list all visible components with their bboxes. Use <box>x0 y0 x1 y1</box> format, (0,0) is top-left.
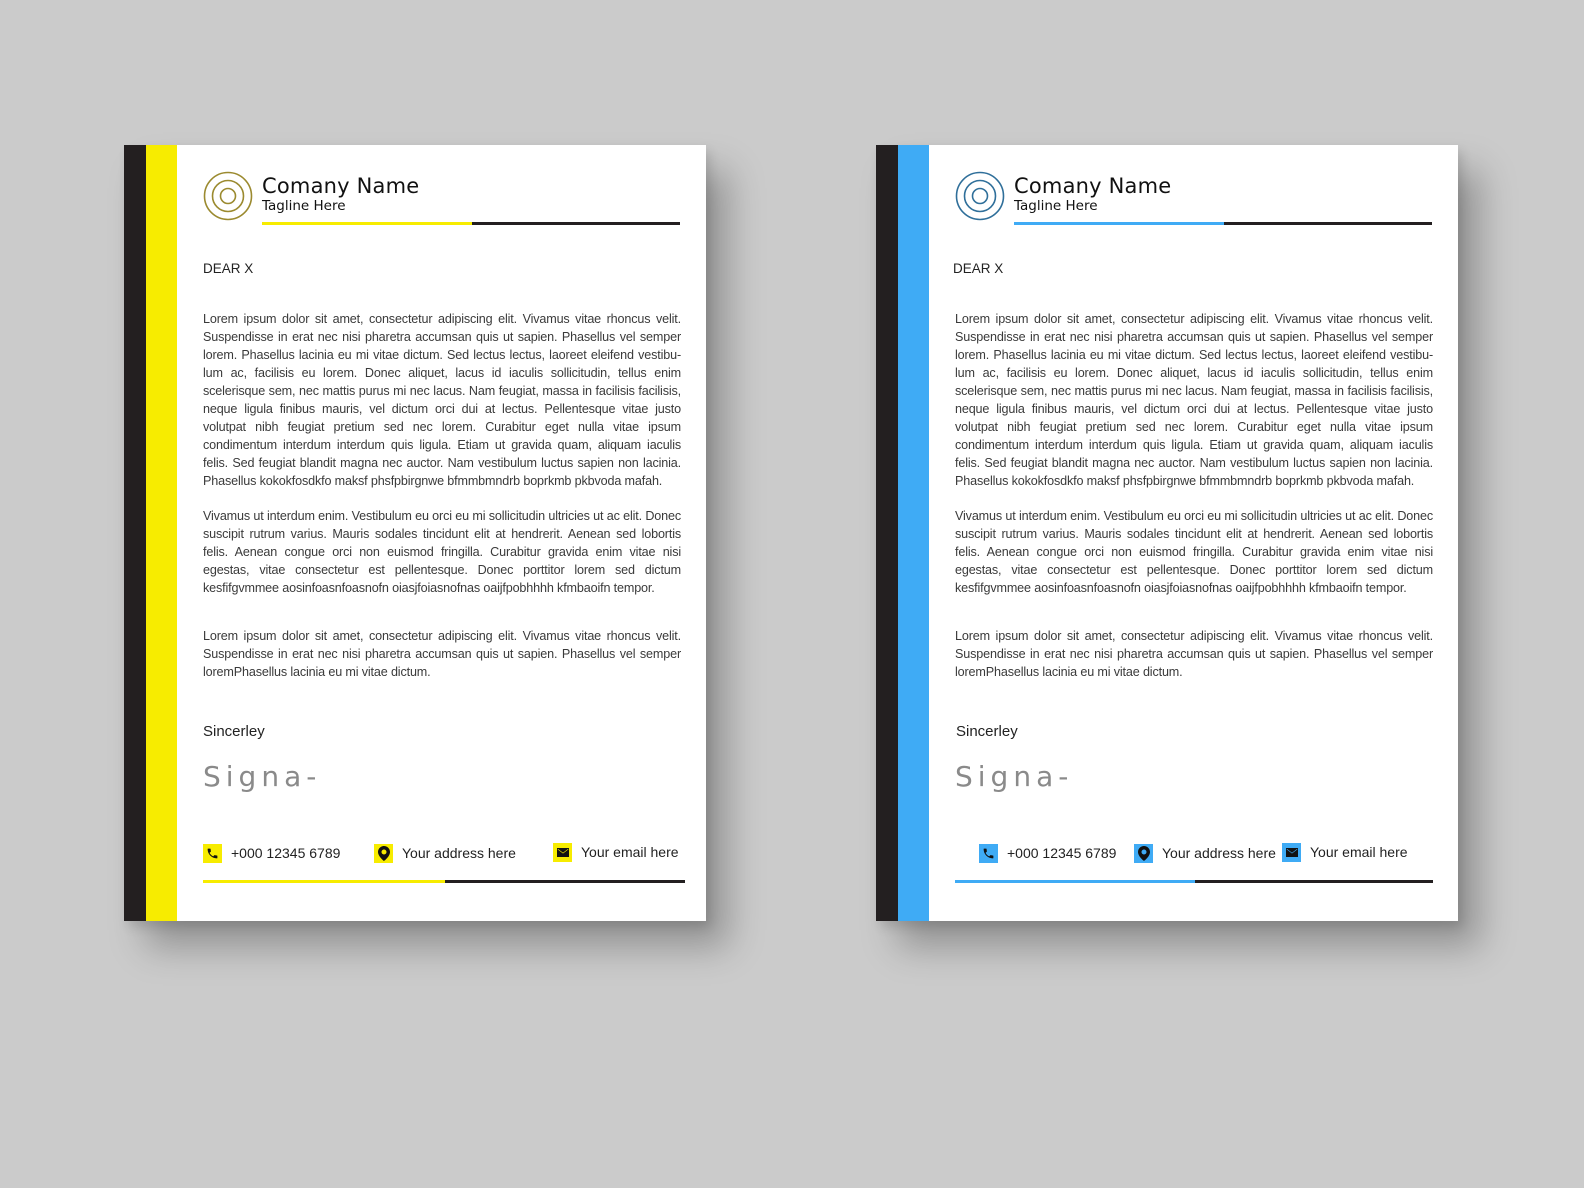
signature: Signa- <box>203 760 322 793</box>
envelope-icon <box>1282 843 1301 862</box>
body-paragraph: Vivamus ut interdum enim. Vestibulum eu orci eu mi sollicitudin ultricies ut ac elit. Donec suscipit rutrum varius. Mauris sodales tincidunt elit at hendrerit. Aenean sed lobortis felis. Aenean congue orci non euismod fringilla. Curabitur gravida enim vitae nisi egestas, vitae consectetur est pellentesque. Donec porttitor lorem sed dictum kesfifgvmmee aosinfoasnfoasnofn oiasjfoiasnofnas oaijfpobhhhh kfmbaoifn tempor. <box>955 509 1433 595</box>
location-pin-icon <box>374 844 393 863</box>
body-paragraph: Vivamus ut interdum enim. Vestibulum eu orci eu mi sollicitudin ultricies ut ac elit. Donec suscipit rutrum varius. Mauris sodales tincidunt elit at hendrerit. Aenean sed lobortis felis. Aenean congue orci non euismod fringilla. Curabitur gravida enim vitae nisi egestas, vitae consectetur est pellentesque. Donec porttitor lorem sed dictum kesfifgvmmee aosinfoasnfoasnofn oiasjfoiasnofnas oaijfpobhhhh kfmbaoifn tempor. <box>203 509 681 595</box>
phone-number: +000 12345 6789 <box>1007 845 1117 861</box>
body-paragraph: Lorem ipsum dolor sit amet, consectetur adipiscing elit. Vivamus vitae rhoncus velit. Suspendisse in erat nec nisi pharetra accumsan quis ut sapien. Phasellus vel semper loremPhasellus lacinia eu mi vitae dictum. <box>955 629 1433 679</box>
tagline: Tagline Here <box>262 198 346 214</box>
email-text: Your email here <box>1310 844 1408 860</box>
contact-email <box>553 841 679 863</box>
blue-side-stripe <box>898 145 929 921</box>
salutation: DEAR X <box>953 261 1004 276</box>
header-divider <box>262 222 680 225</box>
letterhead-blue <box>876 145 1458 921</box>
footer-divider <box>955 880 1433 883</box>
address-text: Your address here <box>1162 845 1276 861</box>
concentric-circles-icon <box>203 171 253 221</box>
company-name: Comany Name <box>262 174 420 198</box>
yellow-side-stripe <box>146 145 177 921</box>
signature: Signa- <box>955 760 1074 793</box>
dark-side-stripe <box>124 145 146 921</box>
header-divider <box>1014 222 1432 225</box>
company-name: Comany Name <box>1014 174 1172 198</box>
address-text: Your address here <box>402 845 516 861</box>
contact-phone <box>979 842 1116 864</box>
dark-side-stripe <box>876 145 898 921</box>
contact-phone <box>203 842 340 864</box>
closing: Sincerley <box>203 723 265 740</box>
closing: Sincerley <box>956 723 1018 740</box>
body-paragraph: Lorem ipsum dolor sit amet, consectetur adipiscing elit. Vivamus vitae rhoncus velit. Suspendisse in erat nec nisi pharetra accumsan quis ut sapien. Phasellus vel semper lorem. Phasellus lacinia eu mi vitae dictum. Sed lectus lectus, laoreet eleifend vestibu-lum ac, facilisis eu lorem. Donec aliquet, lacus id iaculis sollicitudin, tellus enim scelerisque sem, nec mattis purus mi nec lacus. Nam feugiat, massa in facilisis facilisis, neque ligula finibus mauris, vel dictum orci dui at lectus. Pellentesque vitae justo volutpat nibh feugiat pretium sed nec lorem. Curabitur eget nulla vitae ipsum condimentum interdum interdum quis ligula. Etiam ut gravida quam, aliquam iaculis felis. Sed feugiat blandit magna nec auctor. Nam vestibulum luctus sapien non lacinia. Phasellus kokokfosdkfo maksf phsfpbirgnwe bfmmbmndrb boprkmb pkbvoda mafah. <box>955 312 1433 488</box>
phone-number: +000 12345 6789 <box>231 845 341 861</box>
envelope-icon <box>553 843 572 862</box>
concentric-circles-icon <box>955 171 1005 221</box>
body-paragraph: Lorem ipsum dolor sit amet, consectetur adipiscing elit. Vivamus vitae rhoncus velit. Suspendisse in erat nec nisi pharetra accumsan quis ut sapien. Phasellus vel semper lorem. Phasellus lacinia eu mi vitae dictum. Sed lectus lectus, laoreet eleifend vestibu-lum ac, facilisis eu lorem. Donec aliquet, lacus id iaculis sollicitudin, tellus enim scelerisque sem, nec mattis purus mi nec lacus. Nam feugiat, massa in facilisis facilisis, neque ligula finibus mauris, vel dictum orci dui at lectus. Pellentesque vitae justo volutpat nibh feugiat pretium sed nec lorem. Curabitur eget nulla vitae ipsum condimentum interdum interdum quis ligula. Etiam ut gravida quam, aliquam iaculis felis. Sed feugiat blandit magna nec auctor. Nam vestibulum luctus sapien non lacinia. Phasellus kokokfosdkfo maksf phsfpbirgnwe bfmmbmndrb boprkmb pkbvoda mafah. <box>203 312 681 488</box>
body-paragraph: Lorem ipsum dolor sit amet, consectetur adipiscing elit. Vivamus vitae rhoncus velit. Suspendisse in erat nec nisi pharetra accumsan quis ut sapien. Phasellus vel semper loremPhasellus lacinia eu mi vitae dictum. <box>203 629 681 679</box>
contact-email <box>1282 841 1408 863</box>
phone-icon <box>979 844 998 863</box>
contact-address <box>374 842 516 864</box>
tagline: Tagline Here <box>1014 198 1098 214</box>
footer-divider <box>203 880 685 883</box>
phone-icon <box>203 844 222 863</box>
salutation: DEAR X <box>203 261 254 276</box>
email-text: Your email here <box>581 844 679 860</box>
location-pin-icon <box>1134 844 1153 863</box>
contact-address <box>1134 842 1276 864</box>
letterhead-yellow <box>124 145 706 921</box>
